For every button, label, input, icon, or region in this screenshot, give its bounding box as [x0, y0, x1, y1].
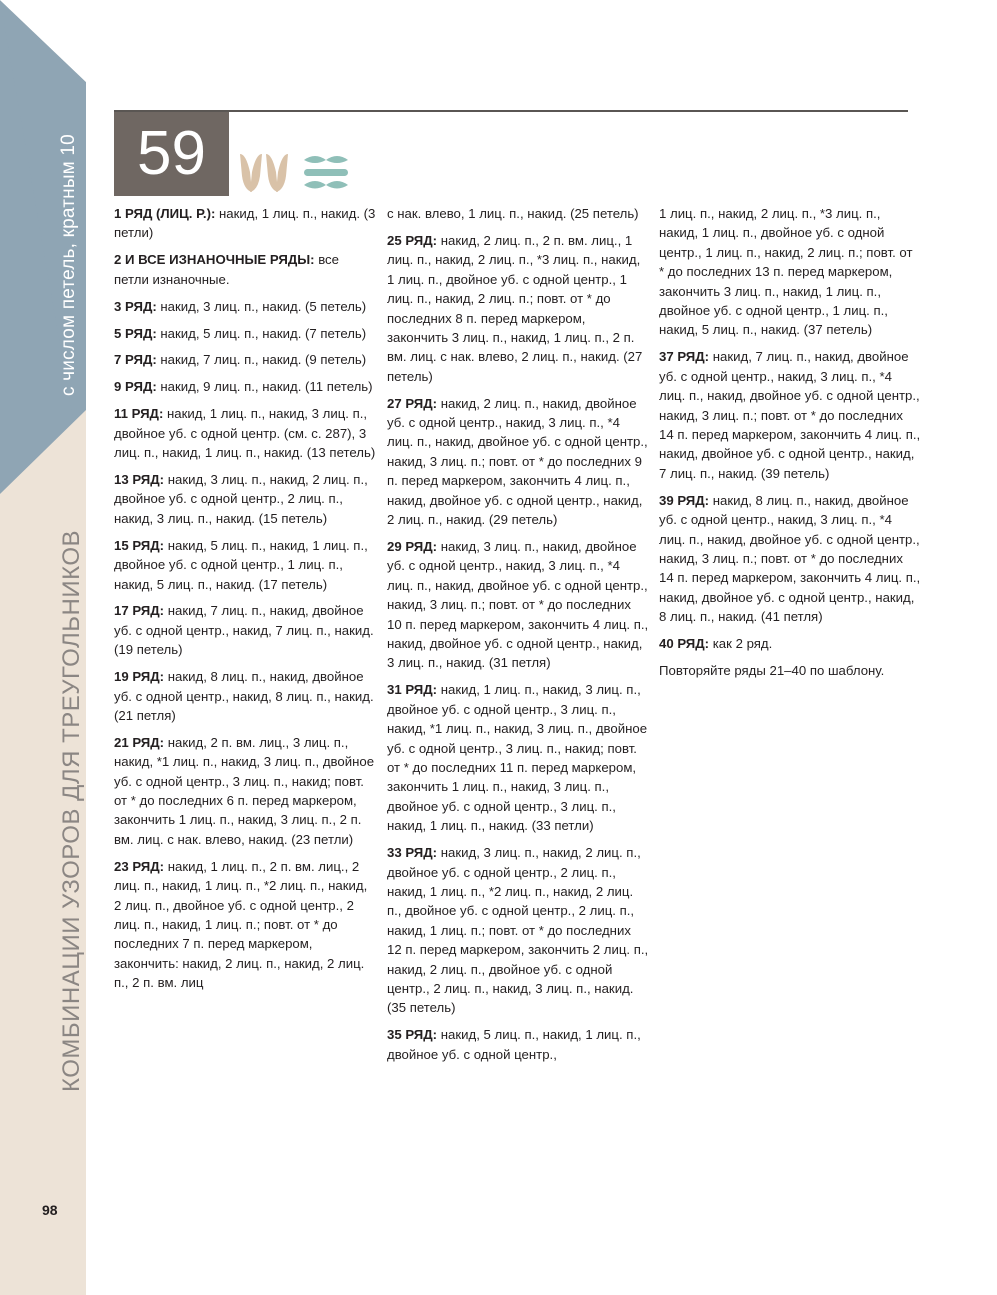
row-text: накид, 3 лиц. п., накид, 2 лиц. п., двойное уб. с одной центр., 2 лиц. п., накид, 3 лиц. п., накид. (15 петель) — [114, 471, 368, 526]
row-text: накид, 1 лиц. п., накид, 3 лиц. п., двойное уб. с одной центр., 3 лиц. п., накид, *1 лиц. п., накид, 3 лиц. п., двойное уб. с одной центр., 3 лиц. п., накид; повт. от * до последних 11 п. перед маркером, закончить 1 лиц. п., накид, 3 лиц. п., двойное уб. с одной центр., 3 лиц. п., накид, 1 лиц. п., накид. (33 петли) — [387, 682, 648, 834]
row-label: 7 РЯД: — [114, 352, 157, 368]
instruction-paragraph — [114, 377, 376, 396]
row-text: накид, 7 лиц. п., накид, двойное уб. с одной центр., накид, 7 лиц. п., накид. (19 петель) — [114, 603, 374, 658]
row-label: 37 РЯД: — [659, 349, 710, 365]
row-label: 15 РЯД: — [114, 537, 165, 553]
row-text: Повторяйте ряды 21–40 по шаблону. — [659, 662, 885, 678]
instruction-paragraph — [114, 470, 376, 528]
row-text: накид, 2 п. вм. лиц., 3 лиц. п., накид, *1 лиц. п., накид, 3 лиц. п., двойное уб. с одной центр., 3 лиц. п., накид; повт. от * до последних 6 п. перед маркером, закончить 1 лиц. п., накид, 3 лиц. п., 2 п. вм. лиц. с нак. влево, накид. (23 петли) — [114, 734, 375, 847]
instruction-paragraph — [659, 347, 921, 483]
instruction-paragraph — [659, 491, 921, 627]
row-text: накид, 7 лиц. п., накид, двойное уб. с одной центр., накид, 3 лиц. п., *4 лиц. п., накид, двойное уб. с одной центр., накид, 3 лиц. п.; повт. от * до последних 14 п. перед маркером, закончить 4 лиц. п., накид, двойное уб. с одной центр., накид, 7 лиц. п., накид. (39 петель) — [659, 349, 921, 481]
instruction-paragraph — [387, 231, 649, 386]
instruction-paragraph — [387, 680, 649, 835]
instruction-paragraph — [387, 204, 649, 223]
instruction-paragraph — [114, 297, 376, 316]
instruction-paragraph — [659, 204, 921, 340]
row-label: 40 РЯД: — [659, 636, 710, 652]
row-text: накид, 5 лиц. п., накид, 1 лиц. п., двойное уб. с одной центр., 1 лиц. п., накид, 5 лиц. п., накид. (17 петель) — [114, 537, 368, 592]
row-text: как 2 ряд. — [709, 636, 773, 652]
instruction-paragraph — [387, 843, 649, 1018]
row-label: 13 РЯД: — [114, 471, 165, 487]
row-text: накид, 8 лиц. п., накид, двойное уб. с одной центр., накид, 8 лиц. п., накид. (21 петля) — [114, 669, 374, 723]
row-label: 9 РЯД: — [114, 379, 157, 395]
instruction-paragraph — [114, 324, 376, 343]
row-label: 29 РЯД: — [387, 539, 438, 554]
row-label: 25 РЯД: — [387, 232, 438, 248]
row-label: 2 И ВСЕ ИЗНАНОЧНЫЕ РЯДЫ: — [114, 252, 315, 268]
row-text: накид, 1 лиц. п., накид. (3 петли) — [114, 206, 376, 241]
row-label: 23 РЯД: — [114, 858, 165, 874]
row-label: 11 РЯД: — [114, 406, 164, 422]
instruction-paragraph — [114, 250, 376, 289]
page-number: 98 — [42, 1202, 58, 1218]
row-text: все петли изнаночные. — [114, 252, 339, 287]
row-label: 17 РЯД: — [114, 603, 165, 619]
instruction-paragraph — [659, 661, 921, 680]
instruction-paragraph — [114, 857, 376, 993]
purl-stitch-icon — [304, 156, 348, 189]
row-text: накид, 1 лиц. п., 2 п. вм. лиц., 2 лиц. п., накид, 1 лиц. п., *2 лиц. п., накид, 2 лиц. п., двойное уб. с одной центр., 2 лиц. п., накид, 1 лиц. п.; повт. от * до последних 7 п. перед маркером, закончить: накид, 2 лиц. п., накид, 2 лиц. п., 2 п. вм. лиц — [114, 858, 368, 991]
row-label: 33 РЯД: — [387, 845, 438, 861]
instruction-paragraph — [114, 350, 376, 369]
row-text: накид, 5 лиц. п., накид. (7 петель) — [156, 325, 367, 341]
instruction-paragraph — [114, 733, 376, 849]
row-text: накид, 1 лиц. п., накид, 3 лиц. п., двойное уб. с одной центр. (см. с. 287), 3 лиц. п., накид, 1 лиц. п., накид. (13 петель) — [114, 406, 376, 461]
row-text: накид, 2 лиц. п., накид, двойное уб. с одной центр., накид, 3 лиц. п., *4 лиц. п., накид, двойное уб. с одной центр., накид, 3 лиц. п.; повт. от * до последних 9 п. перед маркером, закончить 4 лиц. п., накид, двойное уб. с одной центр., накид, 2 лиц. п., накид. (29 петель) — [387, 395, 648, 528]
instruction-paragraph — [387, 537, 649, 673]
row-label: 5 РЯД: — [114, 325, 157, 341]
instruction-paragraph — [114, 601, 376, 659]
row-label: 19 РЯД: — [114, 669, 165, 685]
pattern-number: 59 — [114, 112, 229, 196]
row-label: 3 РЯД: — [114, 298, 157, 314]
column-3 — [659, 204, 921, 688]
row-label: 1 РЯД (ЛИЦ. Р.): — [114, 206, 216, 221]
column-2 — [387, 204, 649, 1072]
row-text: накид, 5 лиц. п., накид, 1 лиц. п., двойное уб. с одной центр., — [387, 1027, 641, 1062]
instruction-paragraph — [387, 394, 649, 530]
row-text: накид, 2 лиц. п., 2 п. вм. лиц., 1 лиц. п., накид, 2 лиц. п., *3 лиц. п., накид, 1 лиц. п., двойное уб. с одной центр., 1 лиц. п., накид, 2 лиц. п.; повт. от * до последних 8 п. перед маркером, закончить 3 лиц. п., накид, 1 лиц. п., 2 п. вм. лиц. с нак. влево, 2 лиц. п., накид. (27 петель) — [387, 232, 643, 384]
row-text: накид, 3 лиц. п., накид, двойное уб. с одной центр., накид, 3 лиц. п., *4 лиц. п., накид, двойное уб. с одной центр., накид, 3 лиц. п.; повт. от * до последних 10 п. перед маркером, закончить 4 лиц. п., накид, двойное уб. с одной центр., накид, 3 лиц. п., накид. (31 петля) — [387, 539, 649, 671]
instruction-paragraph — [114, 404, 376, 462]
row-label: 21 РЯД: — [114, 734, 165, 750]
row-text: с нак. влево, 1 лиц. п., накид. (25 петель) — [387, 206, 639, 221]
row-text: накид, 3 лиц. п., накид, 2 лиц. п., двойное уб. с одной центр., 2 лиц. п., накид, 1 лиц. п., *2 лиц. п., накид, 2 лиц. п., двойное уб. с одной центр., 2 лиц. п., накид, 1 лиц. п.; повт. от * до последних 12 п. перед маркером, закончить 2 лиц. п., накид, 2 лиц. п., двойное уб. с одной центр., 2 лиц. п., накид, 3 лиц. п., накид. (35 петель) — [387, 845, 649, 1016]
knit-stitch-icon — [240, 154, 288, 192]
row-text: 1 лиц. п., накид, 2 лиц. п., *3 лиц. п., накид, 1 лиц. п., двойное уб. с одной центр., 1 лиц. п., накид, 2 лиц. п.; повт. от * до последних 13 п. перед маркером, закончить 3 лиц. п., накид, 1 лиц. п., двойное уб. с одной центр., 1 лиц. п., накид, 5 лиц. п., накид. (37 петель) — [659, 206, 913, 338]
row-label: 27 РЯД: — [387, 395, 438, 411]
instruction-paragraph — [114, 667, 376, 725]
sidebar-bottom-text: КОМБИНАЦИИ УЗОРОВ ДЛЯ ТРЕУГОЛЬНИКОВ — [58, 529, 85, 1092]
row-label: 31 РЯД: — [387, 682, 438, 698]
instruction-paragraph — [659, 634, 921, 653]
header-rule — [114, 110, 908, 112]
instruction-paragraph — [387, 1025, 649, 1064]
row-text: накид, 3 лиц. п., накид. (5 петель) — [156, 298, 367, 314]
sidebar-top-text: с числом петель, кратным 10 — [58, 134, 79, 396]
row-label: 39 РЯД: — [659, 492, 710, 508]
instruction-paragraph — [114, 204, 376, 243]
row-text: накид, 9 лиц. п., накид. (11 петель) — [156, 379, 373, 395]
row-text: накид, 8 лиц. п., накид, двойное уб. с одной центр., накид, 3 лиц. п., *4 лиц. п., накид, двойное уб. с одной центр., накид, 3 лиц. п.; повт. от * до последних 14 п. перед маркером, закончить 4 лиц. п., накид, двойное уб. с одной центр., накид, 8 лиц. п., накид. (41 петля) — [659, 492, 921, 625]
stitch-icons — [240, 152, 352, 194]
row-text: накид, 7 лиц. п., накид. (9 петель) — [156, 352, 367, 368]
column-1 — [114, 204, 376, 1000]
row-label: 35 РЯД: — [387, 1027, 438, 1043]
instruction-paragraph — [114, 536, 376, 594]
